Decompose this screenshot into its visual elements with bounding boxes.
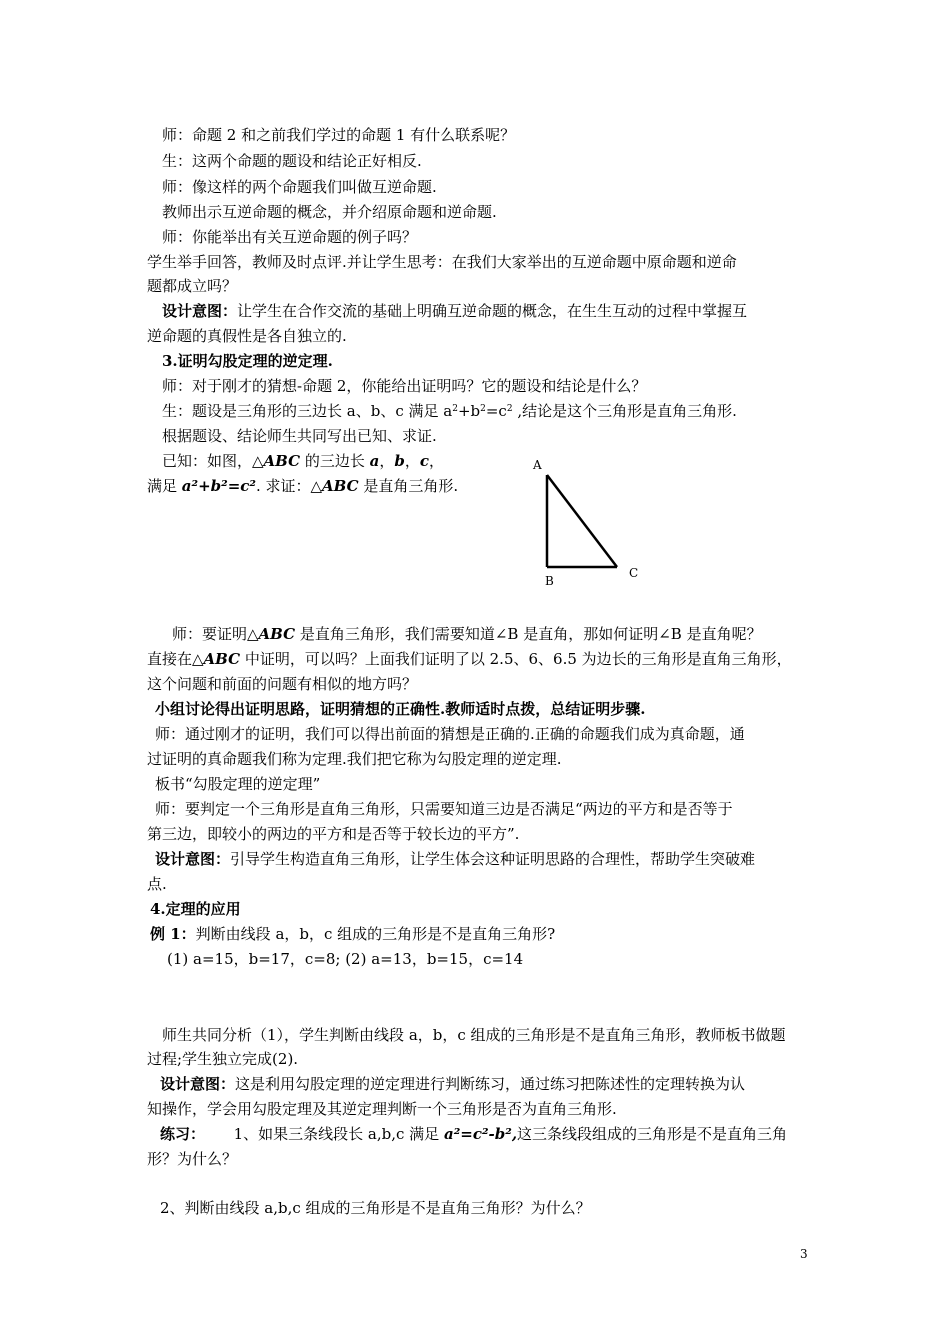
var-c: c bbox=[419, 452, 430, 470]
page-number: 3 bbox=[800, 1247, 808, 1261]
text-span: 这三条线段组成的三角形是不是直角三角 bbox=[517, 1125, 788, 1143]
text-line: 师：要判定一个三角形是直角三角形，只需要知道三边是否满足“两边的平方和是否等于 bbox=[155, 800, 733, 818]
text-line: 师生共同分析（1），学生判断由线段 a，b，c 组成的三角形是不是直角三角形，教师板书做题 bbox=[162, 1026, 786, 1044]
text-line bbox=[172, 624, 762, 644]
design-intent-label: 设计意图： bbox=[160, 1075, 236, 1093]
text-line: 师：你能举出有关互逆命题的例子吗？ bbox=[162, 228, 418, 246]
text-line: 题都成立吗？ bbox=[147, 277, 238, 295]
superscript: 2 bbox=[480, 404, 486, 414]
example-line bbox=[150, 924, 555, 944]
triangle-name: ABC bbox=[258, 625, 296, 643]
text-span: ,结论是这个三角形是直角三角形. bbox=[512, 402, 737, 420]
text-span: 是直角三角形. bbox=[358, 477, 459, 495]
vertex-label-b: B bbox=[545, 574, 554, 588]
text-span: 让学生在合作交流的基础上明确互逆命题的概念，在生生互动的过程中掌握互 bbox=[237, 302, 748, 320]
text-span: 中证明，可以吗？上面我们证明了以 2.5、6、6.5 为边长的三角形是直角三角形， bbox=[240, 650, 792, 668]
text-line: 师：命题 2 和之前我们学过的命题 1 有什么联系呢？ bbox=[162, 126, 516, 144]
text-line: (1) a=15，b=17，c=8; (2) a=13，b=15，c=14 bbox=[167, 950, 524, 968]
text-span: =c bbox=[485, 402, 507, 420]
text-line bbox=[162, 401, 737, 421]
text-span: 判断由线段 a，b，c 组成的三角形是不是直角三角形? bbox=[195, 925, 556, 943]
equation: a²+b²=c² bbox=[181, 477, 256, 495]
given-line bbox=[162, 451, 444, 471]
design-intent-label: 设计意图： bbox=[155, 850, 231, 868]
text-line: 师：像这样的两个命题我们叫做互逆命题. bbox=[162, 178, 437, 196]
vertex-label-a: A bbox=[533, 458, 542, 472]
text-span: 是直角三角形，我们需要知道∠B 是直角，那如何证明∠B 是直角呢？ bbox=[295, 625, 762, 643]
vertex-label-c: C bbox=[629, 566, 639, 580]
design-intent-line bbox=[160, 1074, 745, 1094]
triangle-name: ABC bbox=[322, 477, 359, 495]
text-span: 1、如果三条线段长 a,b,c 满足 bbox=[205, 1125, 444, 1143]
exercise-label: 练习： bbox=[160, 1125, 206, 1143]
design-intent-line bbox=[162, 301, 747, 321]
text-span: ， bbox=[379, 452, 395, 470]
equation: a²=c²-b², bbox=[443, 1125, 518, 1143]
text-line: 根据题设、结论师生共同写出已知、求证. bbox=[162, 427, 437, 445]
text-line: 过证明的真命题我们称为定理.我们把它称为勾股定理的逆定理. bbox=[147, 750, 562, 768]
section-heading: 4.定理的应用 bbox=[150, 900, 241, 918]
text-line: 点. bbox=[147, 875, 167, 893]
text-line: 师：通过刚才的证明，我们可以得出前面的猜想是正确的.正确的命题我们成为真命题，通 bbox=[155, 725, 745, 743]
text-span: 已知：如图，△ bbox=[162, 452, 264, 470]
text-span: ， bbox=[404, 452, 420, 470]
text-line: 小组讨论得出证明思路，证明猜想的正确性.教师适时点拨，总结证明步骤. bbox=[155, 700, 646, 718]
text-span: 的三边长 bbox=[300, 452, 370, 470]
text-line: 2、判断由线段 a,b,c 组成的三角形是不是直角三角形？为什么？ bbox=[160, 1199, 591, 1217]
triangle-abc-icon bbox=[525, 455, 645, 590]
text-span: . 求证：△ bbox=[255, 477, 323, 495]
text-span: 满足 bbox=[147, 477, 182, 495]
section-heading: 3.证明勾股定理的逆定理. bbox=[162, 352, 333, 370]
var-a: a bbox=[369, 452, 380, 470]
text-line: 学生举手回答，教师及时点评.并让学生思考：在我们大家举出的互逆命题中原命题和逆命 bbox=[147, 253, 737, 271]
text-line: 板书“勾股定理的逆定理” bbox=[155, 775, 321, 793]
design-intent-line bbox=[155, 849, 755, 869]
text-span: 引导学生构造直角三角形，让学生体会这种证明思路的合理性，帮助学生突破难 bbox=[230, 850, 756, 868]
text-span: 生：题设是三角形的三边长 a、b、c 满足 a bbox=[162, 402, 453, 420]
text-line bbox=[147, 649, 792, 669]
exercise-line bbox=[160, 1124, 787, 1144]
design-intent-label: 设计意图： bbox=[162, 302, 238, 320]
text-span: 直接在△ bbox=[147, 650, 204, 668]
text-line: 教师出示互逆命题的概念，并介绍原命题和逆命题. bbox=[162, 203, 497, 221]
triangle-name: ABC bbox=[203, 650, 241, 668]
example-label: 例 1： bbox=[150, 925, 196, 943]
prove-line bbox=[147, 476, 458, 496]
text-span: 师：要证明△ bbox=[172, 625, 259, 643]
text-span: 这是利用勾股定理的逆定理进行判断练习，通过练习把陈述性的定理转换为认 bbox=[235, 1075, 746, 1093]
triangle-name: ABC bbox=[263, 452, 301, 470]
text-line: 这个问题和前面的问题有相似的地方吗？ bbox=[147, 675, 418, 693]
text-line: 知操作，学会用勾股定理及其逆定理判断一个三角形是否为直角三角形. bbox=[147, 1100, 617, 1118]
superscript: 2 bbox=[506, 404, 513, 414]
var-b: b bbox=[394, 452, 405, 470]
text-line: 生：这两个命题的题设和结论正好相反. bbox=[162, 152, 422, 170]
superscript: 2 bbox=[452, 404, 458, 414]
text-line: 逆命题的真假性是各自独立的. bbox=[147, 327, 347, 345]
triangle-figure bbox=[525, 455, 645, 590]
text-line: 过程;学生独立完成(2). bbox=[147, 1050, 299, 1068]
text-span: ， bbox=[429, 452, 445, 470]
text-line: 师：对于刚才的猜想-命题 2，你能给出证明吗？它的题设和结论是什么？ bbox=[162, 377, 647, 395]
text-line: 形？为什么？ bbox=[147, 1150, 238, 1168]
text-line: 第三边，即较小的两边的平方和是否等于较长边的平方”. bbox=[147, 825, 520, 843]
text-span: +b bbox=[457, 402, 481, 420]
